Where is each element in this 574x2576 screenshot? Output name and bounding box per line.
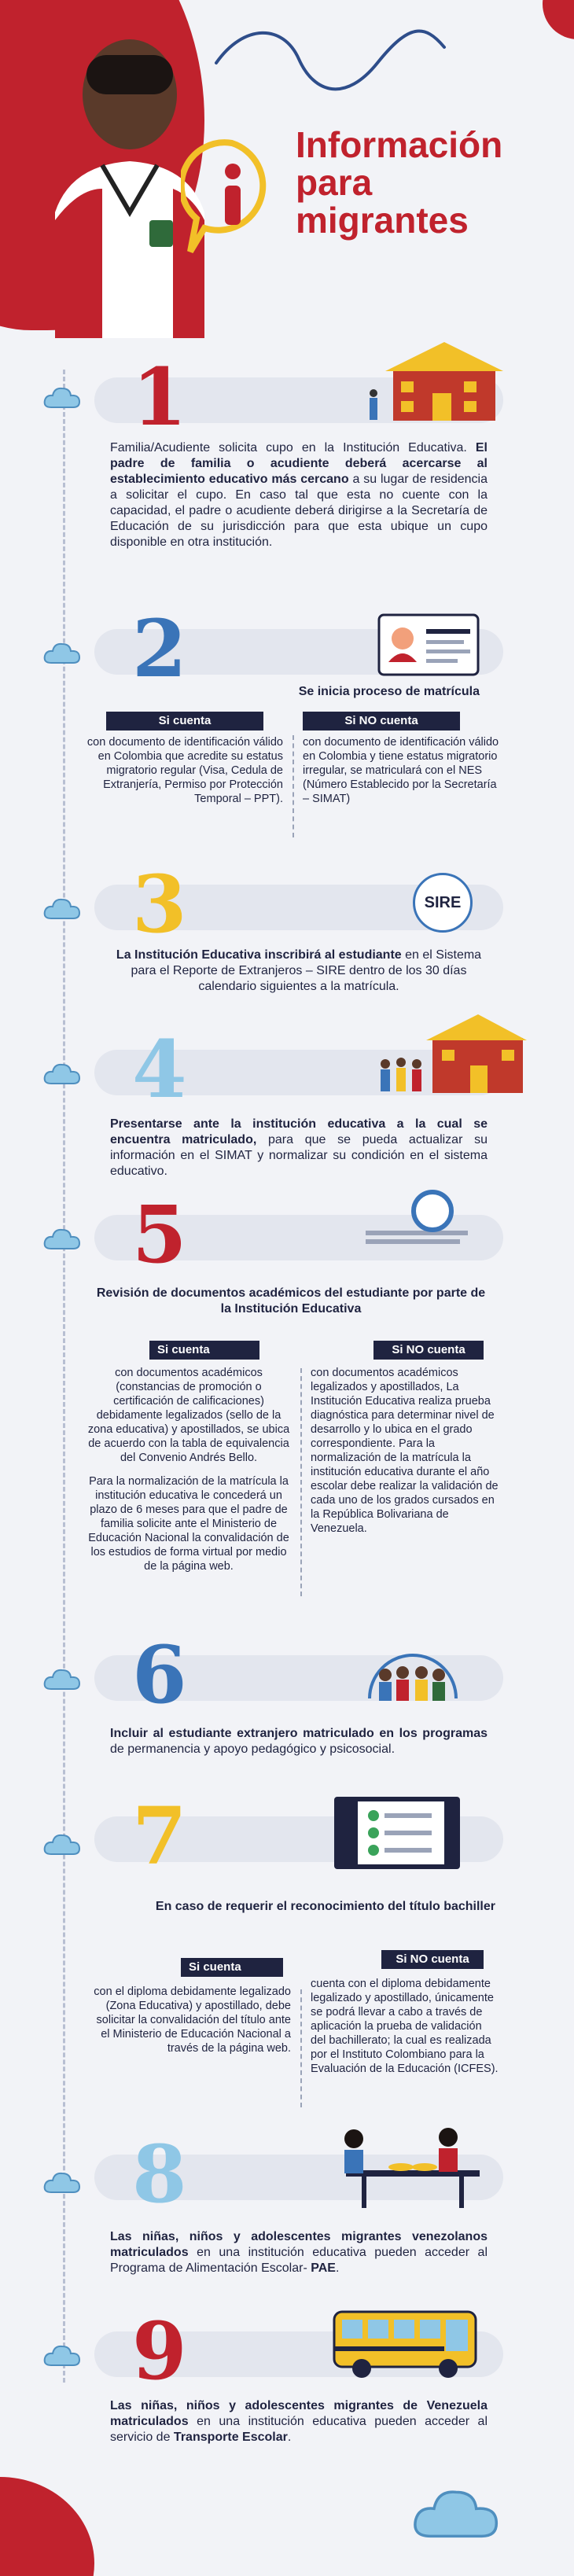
step-7-number: 7 <box>132 1790 187 1882</box>
step-5-number: 5 <box>132 1188 187 1281</box>
step-1-text-part: Familia/Acudiente solicita cupo en la Institución Educativa. <box>110 441 476 454</box>
psychosocial-group-icon <box>362 1632 464 1710</box>
column-divider <box>293 735 294 837</box>
timeline-line <box>63 370 67 2383</box>
step-5-heading: Revisión de documentos académicos del estudiante por parte de la Institución Educativa <box>96 1286 486 1316</box>
si-no-cuenta-badge: Si NO cuenta <box>373 1341 484 1360</box>
si-no-cuenta-badge: Si NO cuenta <box>381 1950 484 1969</box>
step-6-text-part: de permanencia y apoyo pedagógico y psicosocial. <box>110 1742 396 1756</box>
step-5-yes-text-1: con documentos académicos (constancias de promoción o certificación de calificaciones) debidamente legalizados (sello de la zona educativa) y apostillados, se ubica de acuerdo con la tabla de equivalencia del Convenio Andrés Bello. <box>87 1367 290 1464</box>
page-title-line2: para <box>296 162 373 203</box>
step-3-number: 3 <box>132 858 187 951</box>
step-8-text-part: en una institución educativa pueden acceder al Programa de Alimentación Escolar- <box>110 2246 488 2275</box>
step-3-text-part: en el Sistema para el Reporte de Extranjeros – SIRE dentro de los 30 días calendario siguientes a la matrícula. <box>131 948 482 993</box>
step-5-yes-text-2: Para la normalización de la matrícula la institución educativa le concederá un plazo de 6 meses para que el padre de familia solicite ante el Ministerio de Educación Nacional la convalidación de los estudios de forma virtual por medio de la página web. <box>88 1475 289 1573</box>
step-7-no-column <box>311 1950 499 2076</box>
step-7-no-text: cuenta con el diploma debidamente legalizado y apostillado, únicamente se podrá llevar a cabo a través de aplicación la prueba de validación del bachillerato; la cual es realizada por el Instituto Colombiano para la Evaluación de la Educación (ICFES). <box>311 1978 499 2075</box>
step-6-text-bold: Incluir al estudiante extranjero matriculado en los programas <box>110 1727 488 1740</box>
cloud-icon <box>43 2170 81 2194</box>
step-8-text-bold: Las niñas, niños y adolescentes migrantes venezolanos matriculados <box>110 2230 488 2259</box>
cloud-icon <box>43 896 81 920</box>
step-3-text-bold: La Institución Educativa inscribirá al estudiante <box>116 948 402 962</box>
document-search-icon <box>362 1187 472 1258</box>
step-1-text-bold: El padre de familia o acudiente deberá acercarse al establecimiento educativo más cercano <box>110 441 488 486</box>
step-9-text <box>110 2398 488 2445</box>
si-cuenta-badge: Si cuenta <box>181 1958 283 1977</box>
step-3-text <box>110 948 488 995</box>
sire-logo <box>413 873 473 933</box>
school-meal-icon <box>330 2123 488 2210</box>
sire-logo-text: SIRE <box>424 893 462 911</box>
step-8-number: 8 <box>132 2128 187 2221</box>
si-cuenta-badge: Si cuenta <box>149 1341 259 1360</box>
decorative-wave-line <box>212 16 448 102</box>
school-building-icon <box>370 338 503 425</box>
step-7-heading: En caso de requerir el reconocimiento del título bachiller <box>155 1900 495 1913</box>
step-8-text-end: . <box>335 2261 340 2275</box>
step-2-yes-text: con documento de identificación válido en Colombia que acredite su estatus migratorio regular (Visa, Cedula de Extranjería, Permiso por Protección Temporal – PPT). <box>86 736 283 805</box>
step-8-text <box>110 2229 488 2276</box>
cloud-icon <box>43 1227 81 1250</box>
si-no-cuenta-badge: Si NO cuenta <box>303 712 460 730</box>
column-divider <box>300 1989 302 2107</box>
step-6-number: 6 <box>132 1628 187 1721</box>
step-1-text <box>110 440 488 550</box>
step-2-no-column <box>303 712 499 806</box>
students-school-icon <box>377 1010 527 1097</box>
step-4-text-bold: Presentarse ante la institución educativa a la cual se encuentra matriculado, <box>110 1117 488 1146</box>
cloud-icon <box>409 2485 503 2540</box>
step-9-text-part: en una institución educativa pueden acceder al servicio de <box>110 2415 488 2444</box>
step-6-text <box>110 1726 488 1757</box>
cloud-icon <box>43 1832 81 1856</box>
step-1-text-part: a su lugar de residencia a solicitar el cupo. En caso tal que esta no cuente con la capacidad, el padre o acudiente deberá dirigirse a la Secretaría de Educación de su jurisdicción para que esta ubique un cupo disponible en otra institución. <box>110 473 488 549</box>
step-1-number: 1 <box>132 351 187 443</box>
cloud-icon <box>43 1667 81 1691</box>
step-2-no-text: con documento de identificación válido en Colombia y tiene estatus migratorio irregular, se matriculará con el NES (Número Establecido por la Secretaría – SIMAT) <box>303 736 499 805</box>
step-2-number: 2 <box>132 602 187 695</box>
step-7-yes-column <box>86 1958 291 2055</box>
step-4-number: 4 <box>132 1023 187 1116</box>
step-5-yes-column <box>86 1341 291 1573</box>
top-right-red-blob <box>543 0 574 39</box>
step-2-yes-column <box>86 712 283 806</box>
column-divider <box>300 1368 302 1596</box>
step-9-text-end: . <box>287 2431 292 2444</box>
cloud-icon <box>43 385 81 409</box>
step-7-yes-text: con el diploma debidamente legalizado (Zona Educativa) y apostillado, debe solicitar la convalidación del título ante el Ministerio de Educación Nacional a través de la página web. <box>94 1985 291 2055</box>
step-9-text-bold: Las niñas, niños y adolescentes migrantes de Venezuela matriculados <box>110 2399 488 2428</box>
step-9-number: 9 <box>132 2305 187 2398</box>
checklist-laptop-icon <box>334 1797 476 1875</box>
step-2-heading: Se inicia proceso de matrícula <box>298 685 480 698</box>
id-card-icon <box>377 613 480 676</box>
step-4-text <box>110 1117 488 1179</box>
transporte-escolar-bold: Transporte Escolar <box>173 2431 288 2444</box>
page-title-line1: Información <box>296 124 503 165</box>
info-speech-icon <box>181 134 283 259</box>
step-5-no-column <box>311 1341 499 1536</box>
si-cuenta-badge: Si cuenta <box>106 712 263 730</box>
step-4-text-part: para que se pueda actualizar su información en el SIMAT y normalizar su condición en el sistema educativo. <box>110 1133 488 1178</box>
cloud-icon <box>43 2343 81 2367</box>
cloud-icon <box>43 1062 81 1085</box>
pae-bold: PAE <box>311 2261 336 2275</box>
page-title-line3: migrantes <box>296 200 469 241</box>
bottom-left-red-blob <box>0 2477 94 2576</box>
cloud-icon <box>43 641 81 664</box>
step-5-no-text: con documentos académicos legalizados y apostillados, La Institución Educativa realiza prueba diagnóstica para determinar nivel de desarrollo y lo ubica en el grado correspondiente. Para la normalización de la matrícula la institución educativa durante el año escolar debe realizar la validación de cada uno de los grados cursados en la República Bolivariana de Venezuela. <box>311 1367 499 1535</box>
school-bus-icon <box>330 2304 480 2383</box>
